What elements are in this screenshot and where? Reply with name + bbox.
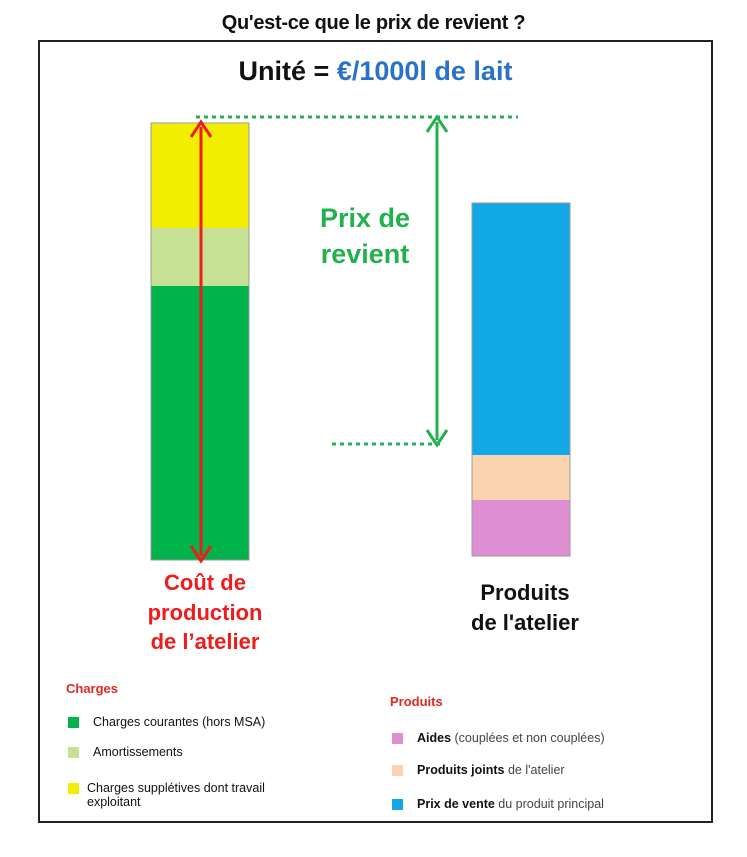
legend-text-line2: exploitant [87, 795, 141, 809]
swatch-amortissements [68, 747, 79, 758]
legend-item-amortissements [68, 745, 183, 759]
prix-de-revient-label [285, 200, 445, 273]
bar-aides [472, 500, 570, 556]
legend-rest: (couplées et non couplées) [451, 731, 605, 745]
prix-label-line2: revient [320, 239, 410, 270]
legend-text [417, 731, 605, 745]
legend-text [417, 763, 565, 777]
legend-rest: du produit principal [494, 797, 604, 811]
bar-prix-de-vente [472, 203, 570, 455]
unit-label: Unité = [238, 56, 337, 86]
bar-produits-joints [472, 455, 570, 500]
legend-text: Amortissements [93, 745, 183, 759]
swatch-prix-de-vente [392, 799, 403, 810]
legend-bold: Prix de vente [417, 797, 495, 811]
swatch-charges-suppletives [68, 783, 79, 794]
swatch-produits-joints [392, 765, 403, 776]
legend-rest: de l'atelier [504, 763, 565, 777]
legend-charges-title: Charges [66, 681, 119, 696]
legend-item-prix-de-vente [392, 797, 604, 811]
cost-label-line3: de l’atelier [150, 629, 260, 655]
prix-de-revient-arrow [427, 117, 447, 445]
legend-text [417, 797, 604, 811]
legend-text [87, 781, 265, 809]
unit-value: €/1000l de lait [336, 56, 513, 86]
legend-bold: Produits joints [417, 763, 505, 777]
legend-item-charges-suppletives [68, 781, 265, 809]
swatch-aides [392, 733, 403, 744]
legend-item-produits-joints [392, 763, 565, 777]
legend-bold: Aides [417, 731, 452, 745]
page-title: Qu'est-ce que le prix de revient ? [221, 12, 526, 34]
products-label-line2: de l'atelier [471, 609, 579, 635]
cost-label-line1: Coût de [164, 570, 246, 595]
legend-text: Charges courantes (hors MSA) [93, 715, 266, 729]
swatch-charges-courantes [68, 717, 79, 728]
legend-item-aides [392, 731, 605, 745]
products-label [425, 578, 625, 637]
legend-item-charges-courantes [68, 715, 265, 729]
cost-label-line2: production [147, 599, 263, 625]
cost-label [105, 568, 305, 657]
legend-produits-title: Produits [390, 694, 443, 709]
legend-text-line1: Charges supplétives dont travail [87, 781, 265, 795]
products-label-line1: Produits [480, 580, 570, 605]
prix-label-line1: Prix de [319, 203, 411, 233]
